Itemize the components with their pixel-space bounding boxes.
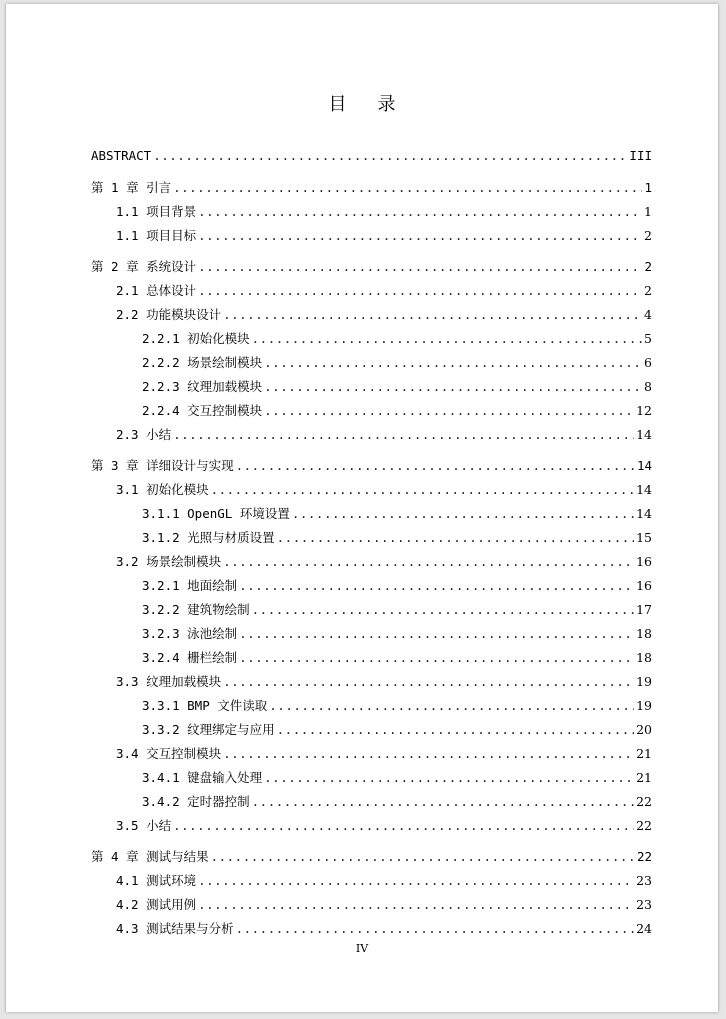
toc-entry[interactable] <box>116 227 652 245</box>
toc-entry-page-number: 14 <box>636 427 652 442</box>
toc-entry-label: 3.3.1 BMP 文件读取 <box>142 698 268 713</box>
toc-entry-page-number: 17 <box>636 602 652 617</box>
toc-entry[interactable] <box>142 529 652 547</box>
toc-entry-page-number: 5 <box>644 331 652 346</box>
toc-entry-label: 4.2 测试用例 <box>116 897 197 912</box>
toc-entry-page-number: 18 <box>636 650 652 665</box>
toc-entry-label: 1.1 项目背景 <box>116 204 197 219</box>
toc-entry-label: 3.1 初始化模块 <box>116 482 209 497</box>
toc-entry-label: 3.2.1 地面绘制 <box>142 578 238 593</box>
toc-entry-label: 3.2.4 栅栏绘制 <box>142 650 238 665</box>
toc-entry-page-number: 1 <box>644 204 652 219</box>
toc-entry-label: 第 4 章 测试与结果 <box>91 849 209 864</box>
toc-entry-page-number: 14 <box>636 458 652 473</box>
toc-entry-page-number: 4 <box>644 307 652 322</box>
toc-entry-label: ABSTRACT <box>91 148 152 163</box>
toc-entry-page-number: 23 <box>636 897 652 912</box>
toc-entry[interactable] <box>116 872 652 890</box>
toc-entry-page-number: 19 <box>636 698 652 713</box>
toc-entry[interactable] <box>91 179 652 197</box>
toc-entry-label: 2.2.1 初始化模块 <box>142 331 250 346</box>
toc-dot-leader <box>236 920 634 938</box>
toc-dot-leader <box>252 330 642 348</box>
toc-entry[interactable] <box>116 203 652 221</box>
toc-dot-leader <box>198 872 634 890</box>
toc-entry[interactable] <box>142 721 652 739</box>
toc-entry[interactable] <box>142 649 652 667</box>
toc-dot-leader <box>198 203 642 221</box>
toc-entry-page-number: 22 <box>636 849 652 864</box>
toc-dot-leader <box>223 306 642 324</box>
toc-entry-label: 3.1.1 OpenGL 环境设置 <box>142 506 290 521</box>
toc-entry-page-number: 16 <box>636 578 652 593</box>
toc-entry-page-number: 19 <box>636 674 652 689</box>
toc-dot-leader <box>239 649 634 667</box>
toc-dot-leader <box>239 625 634 643</box>
toc-dot-leader <box>252 793 634 811</box>
toc-dot-leader <box>211 481 634 499</box>
toc-entry[interactable] <box>116 920 652 938</box>
toc-entry-page-number: 23 <box>636 873 652 888</box>
toc-entry-page-number: 16 <box>636 554 652 569</box>
toc-entry-label: 3.4 交互控制模块 <box>116 746 222 761</box>
toc-dot-leader <box>292 505 634 523</box>
toc-entry-page-number: 21 <box>636 770 652 785</box>
toc-entry[interactable] <box>142 354 652 372</box>
toc-entry-label: 2.2.2 场景绘制模块 <box>142 355 263 370</box>
toc-entry-page-number: 24 <box>636 921 652 936</box>
toc-entry[interactable] <box>91 848 652 866</box>
toc-entry[interactable] <box>142 793 652 811</box>
toc-entry[interactable] <box>91 147 652 165</box>
toc-entry[interactable] <box>142 769 652 787</box>
toc-entry-label: 3.3 纹理加载模块 <box>116 674 222 689</box>
toc-entry-page-number: 15 <box>636 530 652 545</box>
toc-entry[interactable] <box>91 258 652 276</box>
toc-entry-label: 3.5 小结 <box>116 818 172 833</box>
toc-entry-page-number: 21 <box>636 746 652 761</box>
toc-entry[interactable] <box>91 457 652 475</box>
toc-dot-leader <box>252 601 634 619</box>
toc-entry[interactable] <box>116 745 652 763</box>
toc-entry-label: 3.4.1 键盘输入处理 <box>142 770 263 785</box>
toc-entry-page-number: 12 <box>636 403 652 418</box>
toc-entry[interactable] <box>142 505 652 523</box>
toc-entry-page-number: 2 <box>644 259 652 274</box>
page-number-footer: IV <box>355 942 369 955</box>
toc-dot-leader <box>277 721 634 739</box>
toc-entry-label: 第 2 章 系统设计 <box>91 259 197 274</box>
toc-entry[interactable] <box>116 306 652 324</box>
toc-dot-leader <box>198 282 642 300</box>
toc-dot-leader <box>277 529 634 547</box>
toc-dot-leader <box>223 553 634 571</box>
toc-dot-leader <box>198 896 634 914</box>
toc-entry-page-number: III <box>629 148 652 163</box>
toc-entry[interactable] <box>116 896 652 914</box>
toc-entry[interactable] <box>116 673 652 691</box>
page-title: 目 录 <box>328 94 409 115</box>
toc-entry-page-number: 18 <box>636 626 652 641</box>
toc-entry-label: 4.1 测试环境 <box>116 873 197 888</box>
toc-entry[interactable] <box>142 402 652 420</box>
toc-entry-label: 3.1.2 光照与材质设置 <box>142 530 275 545</box>
toc-entry-page-number: 6 <box>644 355 652 370</box>
toc-entry-page-number: 2 <box>644 228 652 243</box>
toc-entry[interactable] <box>142 330 652 348</box>
toc-entry[interactable] <box>142 601 652 619</box>
toc-entry-label: 2.3 小结 <box>116 427 172 442</box>
toc-entry-label: 3.2.2 建筑物绘制 <box>142 602 250 617</box>
toc-entry-label: 1.1 项目目标 <box>116 228 197 243</box>
toc-entry-page-number: 1 <box>644 180 652 195</box>
toc-entry-page-number: 22 <box>636 794 652 809</box>
toc-entry[interactable] <box>142 625 652 643</box>
toc-entry[interactable] <box>142 378 652 396</box>
toc-entry-page-number: 8 <box>644 379 652 394</box>
toc-dot-leader <box>236 457 635 475</box>
toc-entry-label: 3.4.2 定时器控制 <box>142 794 250 809</box>
toc-dot-leader <box>173 817 634 835</box>
toc-dot-leader <box>198 227 642 245</box>
table-of-contents <box>6 4 718 1012</box>
toc-entry-label: 2.1 总体设计 <box>116 283 197 298</box>
toc-entry-page-number: 14 <box>636 506 652 521</box>
toc-dot-leader <box>211 848 635 866</box>
toc-entry-label: 第 1 章 引言 <box>91 180 172 195</box>
toc-entry-page-number: 14 <box>636 482 652 497</box>
toc-dot-leader <box>173 426 634 444</box>
toc-dot-leader <box>198 258 642 276</box>
toc-dot-leader <box>223 673 634 691</box>
toc-entry-label: 4.3 测试结果与分析 <box>116 921 234 936</box>
toc-entry-page-number: 20 <box>636 722 652 737</box>
toc-dot-leader <box>223 745 634 763</box>
document-page <box>6 4 718 1012</box>
toc-entry-label: 2.2.4 交互控制模块 <box>142 403 263 418</box>
toc-dot-leader <box>264 378 642 396</box>
toc-entry-label: 3.2 场景绘制模块 <box>116 554 222 569</box>
toc-entry-label: 2.2.3 纹理加载模块 <box>142 379 263 394</box>
toc-dot-leader <box>173 179 642 197</box>
toc-entry[interactable] <box>142 697 652 715</box>
toc-entry-label: 3.3.2 纹理绑定与应用 <box>142 722 275 737</box>
toc-entry-page-number: 22 <box>636 818 652 833</box>
toc-dot-leader <box>269 697 634 715</box>
toc-entry[interactable] <box>116 426 652 444</box>
toc-entry-page-number: 2 <box>644 283 652 298</box>
toc-entry-label: 第 3 章 详细设计与实现 <box>91 458 234 473</box>
toc-entry[interactable] <box>116 481 652 499</box>
toc-dot-leader <box>264 354 642 372</box>
toc-entry[interactable] <box>142 577 652 595</box>
toc-entry-label: 2.2 功能模块设计 <box>116 307 222 322</box>
toc-dot-leader <box>264 402 634 420</box>
toc-dot-leader <box>153 147 627 165</box>
toc-dot-leader <box>239 577 634 595</box>
toc-entry[interactable] <box>116 282 652 300</box>
toc-entry-label: 3.2.3 泳池绘制 <box>142 626 238 641</box>
toc-entry[interactable] <box>116 553 652 571</box>
toc-entry[interactable] <box>116 817 652 835</box>
toc-dot-leader <box>264 769 634 787</box>
